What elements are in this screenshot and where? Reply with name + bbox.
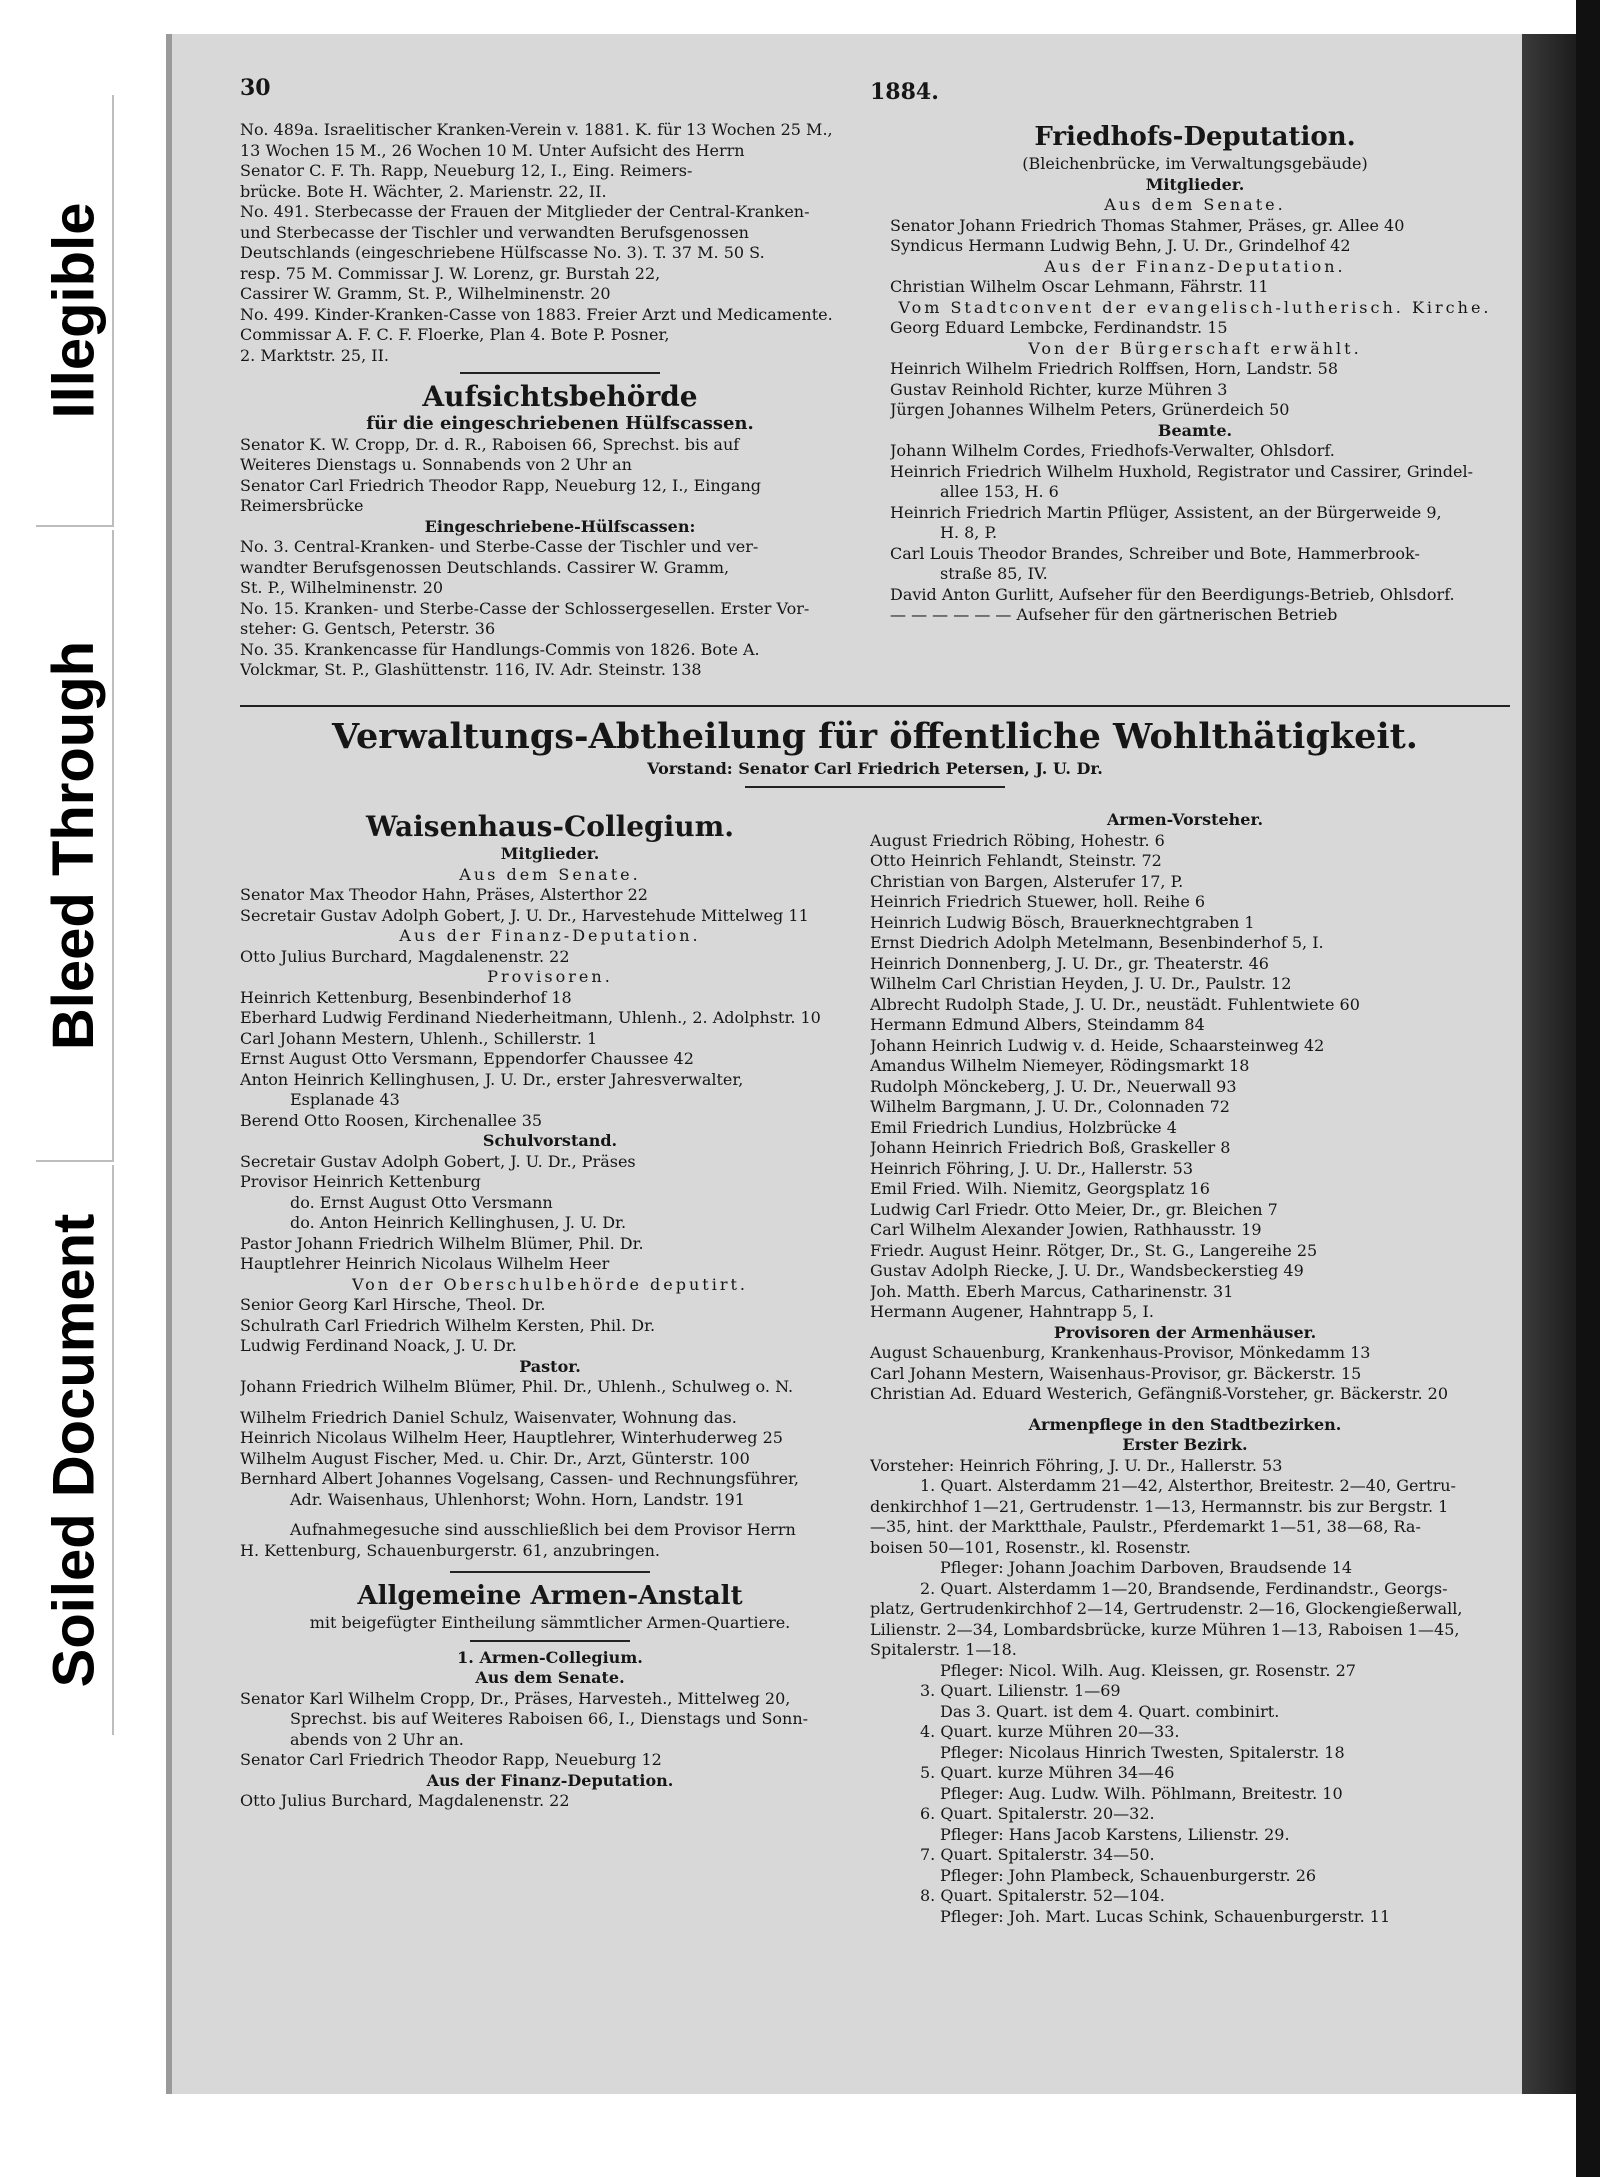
text-line: Rudolph Mönckeberg, J. U. Dr., Neuerwall 93 — [870, 1076, 1237, 1096]
tag-soiled-document: Soiled Document — [36, 1165, 114, 1735]
text-line: Carl Wilhelm Alexander Jowien, Rathhausstr. 19 — [870, 1220, 1262, 1239]
right-column-top — [890, 120, 1500, 626]
section-heading: Aus dem Senate. — [475, 1668, 625, 1687]
text-line: 6. Quart. Spitalerstr. 20—32. — [920, 1804, 1155, 1823]
section-heading: Mitglieder. — [1145, 174, 1245, 194]
text-line: Senator Johann Friedrich Thomas Stahmer, Präses, gr. Allee 40 — [890, 215, 1405, 235]
text-line: Heinrich Friedrich Wilhelm Huxhold, Registrator und Cassirer, Grindel- — [890, 461, 1473, 481]
text-line: 4. Quart. kurze Mühren 20—33. — [920, 1722, 1180, 1741]
section-heading: Pastor. — [519, 1356, 581, 1376]
text-line: Emil Friedrich Lundius, Holzbrücke 4 — [870, 1117, 1177, 1137]
text-line: Carl Johann Mestern, Waisenhaus-Provisor, gr. Bäckerstr. 15 — [870, 1363, 1362, 1383]
text-line: Otto Julius Burchard, Magdalenenstr. 22 — [240, 1791, 570, 1810]
text-line: do. Ernst August Otto Versmann — [290, 1192, 553, 1212]
text-line: No. 3. Central-Kranken- und Sterbe-Casse der Tischler und ver- — [240, 537, 759, 556]
text-line: Christian von Bargen, Alsterufer 17, P. — [870, 871, 1184, 891]
text-line: Johann Wilhelm Cordes, Friedhofs-Verwalter, Ohlsdorf. — [890, 441, 1335, 460]
text-line: Wilhelm Carl Christian Heyden, J. U. Dr., Paulstr. 12 — [870, 974, 1292, 993]
text-line: Lilienstr. 2—34, Lombardsbrücke, kurze Mühren 1—13, Raboisen 1—45, — [870, 1619, 1460, 1639]
text-line: Cassirer W. Gramm, St. P., Wilhelminenstr. 20 — [240, 284, 611, 303]
text-line: Bernhard Albert Johannes Vogelsang, Cassen- und Rechnungsführer, — [240, 1469, 800, 1488]
text-line: Hermann Augener, Hahntrapp 5, I. — [870, 1302, 1154, 1321]
left-column-bottom — [240, 810, 860, 1812]
section-heading: Beamte. — [1157, 420, 1233, 440]
text-line: steher: G. Gentsch, Peterstr. 36 — [240, 619, 496, 638]
text-line: do. Anton Heinrich Kellinghusen, J. U. Dr. — [290, 1213, 627, 1232]
divider — [470, 1640, 630, 1642]
text-line: Otto Julius Burchard, Magdalenenstr. 22 — [240, 946, 570, 966]
text-line: Carl Louis Theodor Brandes, Schreiber und Bote, Hammerbrook- — [890, 543, 1420, 563]
text-line: Heinrich Wilhelm Friedrich Rolffsen, Horn, Landstr. 58 — [890, 359, 1339, 378]
text-line: Otto Heinrich Fehlandt, Steinstr. 72 — [870, 851, 1162, 870]
text-line: Senior Georg Karl Hirsche, Theol. Dr. — [240, 1295, 546, 1314]
text-line: und Sterbecasse der Tischler und verwandten Berufsgenossen — [240, 222, 749, 242]
text-line: Vorsteher: Heinrich Föhring, J. U. Dr., Hallerstr. 53 — [870, 1455, 1283, 1475]
text-line: Senator Carl Friedrich Theodor Rapp, Neueburg 12 — [240, 1750, 662, 1769]
section-heading: Von der Bürgerschaft erwählt. — [1028, 338, 1362, 358]
text-line: Friedr. August Heinr. Rötger, Dr., St. G., Langereihe 25 — [870, 1240, 1318, 1260]
section-heading: Erster Bezirk. — [1122, 1435, 1248, 1454]
annotation-tags — [0, 95, 118, 1687]
page-number: 30 — [240, 75, 271, 101]
text-line: boisen 50—101, Rosenstr., kl. Rosenstr. — [870, 1537, 1191, 1557]
text-line: Pfleger: Hans Jacob Karstens, Lilienstr. 29. — [940, 1824, 1290, 1844]
section-heading: Provisoren. — [487, 967, 613, 986]
text-line: Heinrich Donnenberg, J. U. Dr., gr. Theaterstr. 46 — [870, 953, 1269, 973]
text-line: Hermann Edmund Albers, Steindamm 84 — [870, 1015, 1205, 1034]
text-line: Heinrich Friedrich Stuewer, holl. Reihe 6 — [870, 892, 1206, 911]
right-column-bottom — [870, 810, 1500, 1927]
section-heading: Von der Oberschulbehörde deputirt. — [352, 1274, 748, 1294]
text-line: Wilhelm Bargmann, J. U. Dr., Colonnaden 72 — [870, 1097, 1230, 1116]
text-line: No. 15. Kranken- und Sterbe-Casse der Schlossergesellen. Erster Vor- — [240, 598, 810, 618]
text-line: Pfleger: Nicol. Wilh. Aug. Kleissen, gr. Rosenstr. 27 — [940, 1660, 1356, 1680]
text-line: H. Kettenburg, Schauenburgerstr. 61, anzubringen. — [240, 1540, 660, 1560]
text-line: Wilhelm August Fischer, Med. u. Chir. Dr., Arzt, Günterstr. 100 — [240, 1448, 750, 1468]
friedhof-title: Friedhofs-Deputation. — [1034, 122, 1356, 152]
casse-entries — [240, 120, 880, 366]
text-line: Secretair Gustav Adolph Gobert, J. U. Dr., Harvestehude Mittelweg 11 — [240, 905, 809, 925]
text-line: Das 3. Quart. ist dem 4. Quart. combinirt. — [940, 1701, 1280, 1721]
text-line: Commissar A. F. C. F. Floerke, Plan 4. Bote P. Posner, — [240, 325, 670, 344]
aufsicht-title: Aufsichtsbehörde — [422, 380, 698, 413]
text-line: abends von 2 Uhr an. — [290, 1729, 464, 1749]
text-line: Pastor Johann Friedrich Wilhelm Blümer, Phil. Dr. — [240, 1233, 644, 1253]
section-heading: 1. Armen-Collegium. — [457, 1647, 643, 1667]
text-line: Senator Karl Wilhelm Cropp, Dr., Präses, Harvesteh., Mittelweg 20, — [240, 1688, 791, 1708]
text-line: Georg Eduard Lembcke, Ferdinandstr. 15 — [890, 318, 1228, 337]
section-heading: Aus der Finanz-Deputation. — [1044, 256, 1346, 276]
text-line: platz, Gertrudenkirchhof 2—14, Gertrudenstr. 2—16, Glockengießerwall, — [870, 1599, 1463, 1618]
text-line: No. 491. Sterbecasse der Frauen der Mitglieder der Central-Kranken- — [240, 202, 810, 221]
text-line: Heinrich Föhring, J. U. Dr., Hallerstr. 53 — [870, 1158, 1194, 1178]
text-line: straße 85, IV. — [940, 564, 1048, 583]
text-line: Senator Carl Friedrich Theodor Rapp, Neueburg 12, I., Eingang — [240, 475, 761, 495]
verwaltung-header — [240, 705, 1510, 794]
document-page — [230, 70, 1520, 2050]
section-heading: Provisoren der Armenhäuser. — [1053, 1322, 1317, 1342]
aufsicht-entries — [240, 435, 880, 517]
eingeschr-title: Eingeschriebene-Hülfscassen: — [424, 516, 696, 536]
text-line: Joh. Matth. Eberh Marcus, Catharinenstr. 31 — [870, 1281, 1234, 1301]
text-line: No. 35. Krankencasse für Handlungs-Commis von 1826. Bote A. — [240, 639, 760, 659]
text-line: 2. Quart. Alsterdamm 1—20, Brandsende, Ferdinandstr., Georgs- — [920, 1578, 1448, 1598]
section-heading: Aus dem Senate. — [459, 864, 641, 884]
text-line: —35, hint. der Marktthale, Paulstr., Pferdemarkt 1—51, 38—68, Ra- — [870, 1517, 1421, 1536]
page-year: 1884. — [870, 79, 939, 105]
text-line: Senator C. F. Th. Rapp, Neueburg 12, I., Eing. Reimers- — [240, 161, 693, 180]
text-line — [870, 1405, 1500, 1415]
section-heading: Schulvorstand. — [482, 1131, 618, 1150]
text-line: 5. Quart. kurze Mühren 34—46 — [920, 1763, 1175, 1782]
text-line: Christian Ad. Eduard Westerich, Gefängniß-Vorsteher, gr. Bäckerstr. 20 — [870, 1384, 1448, 1403]
text-line: Aufnahmegesuche sind ausschließlich bei dem Provisor Herrn — [290, 1520, 796, 1539]
left-column-top — [240, 120, 880, 681]
text-line: Schulrath Carl Friedrich Wilhelm Kersten, Phil. Dr. — [240, 1315, 656, 1335]
text-line: 7. Quart. Spitalerstr. 34—50. — [920, 1845, 1155, 1864]
text-line: August Friedrich Röbing, Hohestr. 6 — [870, 830, 1165, 850]
text-line: Jürgen Johannes Wilhelm Peters, Grünerdeich 50 — [890, 400, 1290, 419]
text-line: Volckmar, St. P., Glashüttenstr. 116, IV. Adr. Steinstr. 138 — [240, 660, 702, 679]
text-line: Ludwig Ferdinand Noack, J. U. Dr. — [240, 1336, 517, 1355]
text-line: brücke. Bote H. Wächter, 2. Marienstr. 22, II. — [240, 181, 607, 201]
divider — [240, 705, 1510, 707]
armen-subtitle: mit beigefügter Eintheilung sämmtlicher Armen-Quartiere. — [309, 1613, 791, 1632]
text-line: Pfleger: Joh. Mart. Lucas Schink, Schauenburgerstr. 11 — [940, 1906, 1391, 1926]
page-header — [240, 75, 1500, 106]
text-line: St. P., Wilhelminenstr. 20 — [240, 578, 444, 597]
text-line: 2. Marktstr. 25, II. — [240, 345, 390, 365]
section-heading: Armenpflege in den Stadtbezirken. — [1028, 1414, 1342, 1434]
divider — [460, 372, 660, 374]
friedhof-entries — [890, 175, 1500, 626]
text-line: Amandus Wilhelm Niemeyer, Rödingsmarkt 18 — [870, 1056, 1250, 1075]
text-line: Berend Otto Roosen, Kirchenallee 35 — [240, 1110, 543, 1130]
text-line: Senator K. W. Cropp, Dr. d. R., Raboisen 66, Sprechst. bis auf — [240, 434, 740, 454]
text-line — [240, 1510, 860, 1520]
text-line: Johann Heinrich Friedrich Boß, Graskeller 8 — [870, 1138, 1231, 1157]
text-line: Anton Heinrich Kellinghusen, J. U. Dr., erster Jahresverwalter, — [240, 1069, 744, 1089]
section-heading: Aus dem Senate. — [1104, 195, 1286, 214]
text-line: Albrecht Rudolph Stade, J. U. Dr., neustädt. Fuhlentwiete 60 — [870, 994, 1360, 1014]
text-line: Senator Max Theodor Hahn, Präses, Alsterthor 22 — [240, 885, 648, 904]
tag-illegible: Illegible — [36, 95, 114, 527]
text-line: Johann Friedrich Wilhelm Blümer, Phil. Dr., Uhlenh., Schulweg o. N. — [240, 1377, 794, 1396]
divider — [745, 786, 1005, 788]
armen-entries — [240, 1648, 860, 1812]
text-line: Adr. Waisenhaus, Uhlenhorst; Wohn. Horn, Landstr. 191 — [290, 1489, 745, 1509]
text-line: Emil Fried. Wilh. Niemitz, Georgsplatz 16 — [870, 1179, 1210, 1198]
text-line: Christian Wilhelm Oscar Lehmann, Fährstr. 11 — [890, 277, 1269, 296]
text-line: Deutschlands (eingeschriebene Hülfscasse No. 3). T. 37 M. 50 S. — [240, 243, 765, 262]
text-line: H. 8, P. — [940, 523, 998, 542]
text-line: Gustav Adolph Riecke, J. U. Dr., Wandsbeckerstieg 49 — [870, 1261, 1304, 1280]
text-line: Hauptlehrer Heinrich Nicolaus Wilhelm Heer — [240, 1254, 610, 1273]
text-line: Weiteres Dienstags u. Sonnabends von 2 Uhr an — [240, 455, 632, 474]
text-line: Secretair Gustav Adolph Gobert, J. U. Dr., Präses — [240, 1151, 636, 1171]
divider — [450, 1571, 650, 1573]
text-line: Ludwig Carl Friedr. Otto Meier, Dr., gr. Bleichen 7 — [870, 1199, 1278, 1219]
text-line: Syndicus Hermann Ludwig Behn, J. U. Dr., Grindelhof 42 — [890, 236, 1351, 255]
waisen-entries — [240, 844, 860, 1561]
text-line: allee 153, H. 6 — [940, 482, 1059, 501]
text-line: Carl Johann Mestern, Uhlenh., Schillerstr. 1 — [240, 1028, 598, 1048]
section-heading: Aus der Finanz-Deputation. — [426, 1770, 674, 1790]
text-line: denkirchhof 1—21, Gertrudenstr. 1—13, Hermannstr. bis zur Bergstr. 1 — [870, 1496, 1449, 1516]
text-line: Johann Heinrich Ludwig v. d. Heide, Schaarsteinweg 42 — [870, 1035, 1325, 1055]
text-line: Pfleger: John Plambeck, Schauenburgerstr. 26 — [940, 1865, 1317, 1885]
text-line: Heinrich Nicolaus Wilhelm Heer, Hauptlehrer, Winterhuderweg 25 — [240, 1428, 783, 1447]
armen-vorsteher-entries — [870, 810, 1500, 1927]
text-line: Ernst August Otto Versmann, Eppendorfer Chaussee 42 — [240, 1049, 694, 1068]
text-line: 1. Quart. Alsterdamm 21—42, Alsterthor, Breitestr. 2—40, Gertru- — [920, 1476, 1456, 1495]
text-line: Eberhard Ludwig Ferdinand Niederheitmann, Uhlenh., 2. Adolphstr. 10 — [240, 1008, 821, 1027]
text-line: Pfleger: Nicolaus Hinrich Twesten, Spitalerstr. 18 — [940, 1742, 1345, 1762]
text-line — [240, 1398, 860, 1408]
text-line: 3. Quart. Lilienstr. 1—69 — [920, 1681, 1121, 1700]
text-line: Reimersbrücke — [240, 496, 364, 515]
text-line: Esplanade 43 — [290, 1090, 400, 1109]
armen-title: Allgemeine Armen-Anstalt — [357, 1581, 743, 1611]
verwaltung-title: Verwaltungs-Abtheilung für öffentliche Wohlthätigkeit. — [332, 716, 1418, 757]
text-line: No. 489a. Israelitischer Kranken-Verein v. 1881. K. für 13 Wochen 25 M., — [240, 120, 833, 139]
text-line: Provisor Heinrich Kettenburg — [240, 1172, 481, 1191]
text-line: David Anton Gurlitt, Aufseher für den Beerdigungs-Betrieb, Ohlsdorf. — [890, 584, 1455, 604]
section-heading: Aus der Finanz-Deputation. — [399, 926, 701, 945]
tag-bleed-through: Bleed Through — [36, 530, 114, 1162]
friedhof-subtitle: (Bleichenbrücke, im Verwaltungsgebäude) — [1022, 154, 1368, 173]
text-line: 8. Quart. Spitalerstr. 52—104. — [920, 1886, 1165, 1905]
text-line: August Schauenburg, Krankenhaus-Provisor, Mönkedamm 13 — [870, 1343, 1371, 1362]
waisen-title: Waisenhaus-Collegium. — [366, 810, 734, 843]
verwaltung-vorstand: Vorstand: Senator Carl Friedrich Petersen, J. U. Dr. — [647, 759, 1103, 778]
text-line: resp. 75 M. Commissar J. W. Lorenz, gr. Burstah 22, — [240, 263, 661, 283]
text-line: 13 Wochen 15 M., 26 Wochen 10 M. Unter Aufsicht des Herrn — [240, 140, 745, 160]
text-line: — — — — — — Aufseher für den gärtnerischen Betrieb — [890, 605, 1338, 624]
text-line: Heinrich Ludwig Bösch, Brauerknechtgraben 1 — [870, 912, 1255, 932]
page-edge — [1576, 0, 1600, 2177]
text-line: Sprechst. bis auf Weiteres Raboisen 66, I., Dienstags und Sonn- — [290, 1709, 809, 1728]
text-line: Wilhelm Friedrich Daniel Schulz, Waisenvater, Wohnung das. — [240, 1407, 737, 1427]
section-heading: Mitglieder. — [500, 844, 600, 863]
section-heading: Vom Stadtconvent der evangelisch-lutherisch. Kirche. — [898, 297, 1492, 317]
text-line: Pfleger: Aug. Ludw. Wilh. Pöhlmann, Breitestr. 10 — [940, 1783, 1343, 1803]
section-heading: Armen-Vorsteher. — [1106, 810, 1264, 829]
text-line: No. 499. Kinder-Kranken-Casse von 1883. Freier Arzt und Medicamente. — [240, 304, 833, 324]
text-line: Heinrich Friedrich Martin Pflüger, Assistent, an der Bürgerweide 9, — [890, 502, 1442, 522]
eingeschr-entries — [240, 537, 880, 681]
aufsicht-subtitle: für die eingeschriebenen Hülfscassen. — [366, 414, 754, 434]
text-line: Spitalerstr. 1—18. — [870, 1640, 1017, 1659]
text-line: Ernst Diedrich Adolph Metelmann, Besenbinderhof 5, I. — [870, 933, 1324, 952]
text-line: Gustav Reinhold Richter, kurze Mühren 3 — [890, 379, 1228, 399]
text-line: wandter Berufsgenossen Deutschlands. Cassirer W. Gramm, — [240, 557, 730, 577]
text-line: Pfleger: Johann Joachim Darboven, Braudsende 14 — [940, 1558, 1353, 1577]
text-line: Heinrich Kettenburg, Besenbinderhof 18 — [240, 987, 572, 1007]
